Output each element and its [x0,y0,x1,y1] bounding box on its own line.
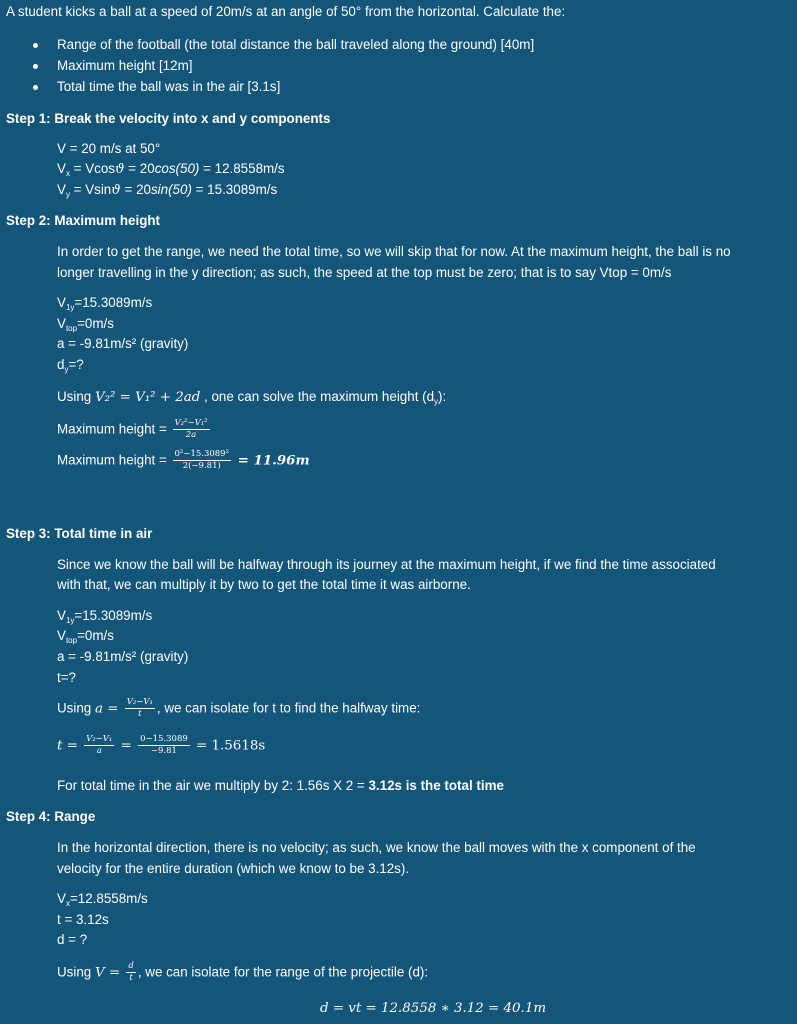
step4-d-line: d = ? [57,932,88,947]
fraction: $\frac{0-15.3089}{-9.81}$ [140,734,188,757]
step4-final-equation: d = vt = 12.8558 ∗ 3.12 = 40.1m [320,1001,547,1016]
step2-a-line: a = -9.81m/s² (gravity) [57,336,189,351]
step4-para-line1: In the horizontal direction, there is no velocity; as such, we know the ball moves with the x component of the [57,840,696,855]
step3-vtop-line: $V_{top}=0m/s$ [57,628,114,645]
step4-t-line: t = 3.12s [57,912,109,927]
step4-para-line2: velocity for the entire duration (which we know to be 3.12s). [57,861,410,876]
step4-heading: Step 4: Range [6,809,96,824]
step2-vtop-line: $V_{top}=0m/s$ [57,316,114,333]
bullet-icon [33,64,38,69]
step4-using-line: Using V = $\frac{d}{t}$ , we can isolate for the range of the projectile (d): [57,961,429,984]
step3-a-line: a = -9.81m/s² (gravity) [57,649,189,664]
step2-para-line1: In order to get the range, we need the total time, so we will skip that for now. At the maximum height, the ball is no [57,244,731,259]
fraction: $\frac{\text{V₂−V₁}}{t}$ [126,697,153,720]
step4-vx-line: $V_x=12.8558m/s$ [57,891,148,908]
step2-using-line: Using V₂² = V₁² + 2ad , one can solve the maximum height $(d_y)$: [57,389,447,406]
bullet-icon [33,85,38,90]
step3-para-line1: Since we know the ball will be halfway through its journey at the maximum height, if we find the time associated [57,557,716,572]
step3-heading: Step 3: Total time in air [6,526,153,541]
problem-intro: A student kicks a ball at a speed of 20m/s at an angle of 50° from the horizontal. Calculate the: [6,4,566,19]
step3-t-line: t=? [57,670,76,685]
step3-para-line2: with that, we can multiply it by two to get the total time it was airborne. [57,577,471,592]
fraction: $\frac{\text{0²−15.3089²}}{2(-9.81)}$ [174,449,229,472]
step3-total-line: For total time in the air we multiply by 2: 1.56s X 2 = 3.12s is the total time [57,778,504,793]
step3-using-line: Using a = $\frac{\text{V₂−V₁}}{t}$ , we can isolate for t to find the halfway time: [57,697,421,720]
fraction: $\frac{\text{V₂²−V₁²}}{2a}$ [174,418,208,441]
problem-item-range: Range of the football (the total distance the ball traveled along the ground) [40m] [57,37,535,52]
step3-v1y-line: $V_{1y}=15.3089m/s$ [57,608,153,625]
step2-dy-line: $d_y=$? [57,357,84,374]
problem-item-time: Total time the ball was in the air [3.1s] [57,79,281,94]
problem-item-height: Maximum height [12m] [57,58,193,73]
step1-vx-line: $V_x = Vcosϑ = 20\cos(50) = 12.8558m/s$ [57,161,285,178]
fraction: $\frac{\text{V₂−V₁}}{a}$ [86,734,113,757]
step3-time-formula: t = $\frac{\text{V₂−V₁}}{a}$ = $\frac{0-15.3089}{-9.81}$ = 1.5618s [57,734,266,757]
step2-v1y-line: $V_{1y}=15.3089m/s$ [57,295,153,312]
step2-para-line2: longer travelling in the y direction; as such, the speed at the top must be zero; that is to say Vtop = 0m/s [57,265,672,280]
fraction: $\frac{d}{t}$ [128,961,134,984]
step1-v-line: V = 20 m/s at 50° [57,141,161,156]
bullet-icon [33,43,38,48]
step2-heading: Step 2: Maximum height [6,213,161,228]
step1-vy-line: $V_y = Vsinϑ = 20\sin(50) = 15.3089m/s$ [57,182,278,199]
step2-max-height-result: Maximum height = $\frac{\text{0²−15.3089²}}{2(-9.81)}$ = 11.96m [57,449,310,472]
step1-heading: Step 1: Break the velocity into x and y components [6,111,331,126]
step2-max-height-formula: Maximum height = $\frac{\text{V₂²−V₁²}}{2a}$ [57,418,208,441]
